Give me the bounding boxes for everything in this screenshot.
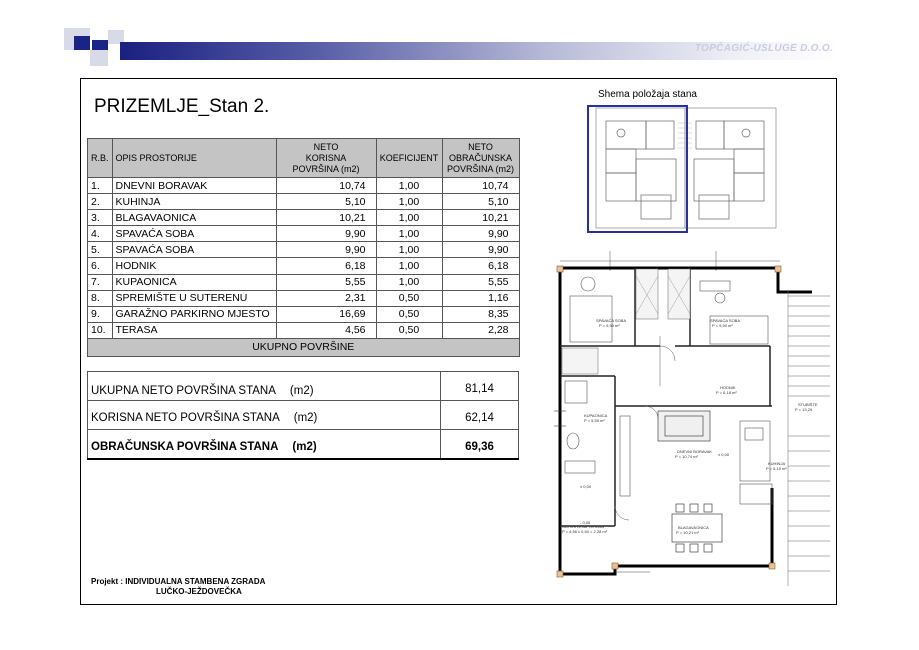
- plan-area-spavaca-2: P = 9,90 m²: [712, 323, 733, 328]
- cell-obracunska: 5,10: [442, 194, 519, 210]
- cell-room-name: KUHINJA: [112, 194, 276, 210]
- plan-label-boravak: DNEVNI BORAVAK: [677, 449, 712, 454]
- header-neto-obracunska: NETO OBRAČUNSKA POVRŠINA (m2): [442, 139, 519, 178]
- header-rb: R.B.: [88, 139, 113, 178]
- table-row: [88, 178, 520, 194]
- summary-row: [88, 372, 519, 401]
- plan-level-2: ± 0,00: [580, 484, 592, 489]
- summary-unit: (m2): [292, 440, 317, 453]
- plan-label-terasa: NATKRIVENA TERASA: [562, 524, 605, 529]
- cell-rb: 9.: [88, 306, 113, 322]
- summary-row: [88, 430, 519, 459]
- cell-koef: 1,00: [376, 178, 442, 194]
- plan-label-blagavaonica: BLAGAVAONICA: [678, 525, 709, 530]
- cell-room-name: SPAVAĆA SOBA: [112, 242, 276, 258]
- cell-room-name: SPAVAĆA SOBA: [112, 226, 276, 242]
- cell-neto: 5,55: [276, 274, 376, 290]
- cell-koef: 0,50: [376, 306, 442, 322]
- header-opis: OPIS PROSTORIJE: [112, 139, 276, 178]
- table-row: [88, 322, 520, 338]
- summary-label: KORISNA NETO POVRŠINA STANA: [91, 412, 280, 424]
- header-neto-korisna: NETO KORISNA POVRŠINA (m2): [276, 139, 376, 178]
- cell-neto: 5,10: [276, 194, 376, 210]
- selected-apartment-highlight: [588, 106, 687, 232]
- project-line-1: Projekt : INDIVIDUALNA STAMBENA ZGRADA: [91, 577, 266, 586]
- cell-neto: 16,69: [276, 306, 376, 322]
- summary-table: [87, 371, 519, 460]
- cell-neto: 6,18: [276, 258, 376, 274]
- table-row: [88, 226, 520, 242]
- cell-neto: 10,21: [276, 210, 376, 226]
- plan-area-spavaca-1: P = 9,90 m²: [599, 323, 620, 328]
- cell-obracunska: 1,16: [442, 290, 519, 306]
- cell-koef: 1,00: [376, 194, 442, 210]
- cell-rb: 7.: [88, 274, 113, 290]
- table-row: [88, 290, 520, 306]
- project-info: [91, 577, 265, 597]
- plan-area-terasa: P = 4,56 x 0,50 = 2,28 m²: [562, 529, 608, 534]
- summary-label: OBRAČUNSKA POVRŠINA STANA: [91, 440, 279, 453]
- cell-rb: 3.: [88, 210, 113, 226]
- summary-value: 81,14: [441, 372, 519, 401]
- cell-neto: 4,56: [276, 322, 376, 338]
- company-brand: TOPČAGIĆ-USLUGE D.O.O.: [694, 43, 833, 54]
- plan-label-spavaca-2: SPAVAĆA SOBA: [710, 318, 741, 323]
- table-row: [88, 210, 520, 226]
- summary-value: 69,36: [441, 430, 519, 459]
- plan-label-kupaonica: KUPAONICA: [584, 413, 608, 418]
- cell-rb: 1.: [88, 178, 113, 194]
- cell-obracunska: 8,35: [442, 306, 519, 322]
- cell-koef: 1,00: [376, 210, 442, 226]
- plan-area-hodnik: P = 6,18 m²: [716, 390, 737, 395]
- cell-room-name: DNEVNI BORAVAK: [112, 178, 276, 194]
- header-koeficijent: KOEFICIJENT: [376, 139, 442, 178]
- cell-koef: 1,00: [376, 242, 442, 258]
- table-row: [88, 194, 520, 210]
- cell-room-name: BLAGAVAONICA: [112, 210, 276, 226]
- cell-neto: 10,74: [276, 178, 376, 194]
- page-title: PRIZEMLJE_Stan 2.: [94, 96, 270, 117]
- plan-area-blagavaonica: P = 10,21 m²: [676, 530, 699, 535]
- schema-label: Shema položaja stana: [598, 89, 697, 100]
- cell-room-name: TERASA: [112, 322, 276, 338]
- plan-label-kuhinja: KUHINJA: [768, 461, 786, 466]
- table-row: [88, 258, 520, 274]
- cell-koef: 1,00: [376, 274, 442, 290]
- cell-room-name: SPREMIŠTE U SUTERENU: [112, 290, 276, 306]
- cell-rb: 2.: [88, 194, 113, 210]
- rooms-table: [87, 138, 520, 357]
- cell-neto: 2,31: [276, 290, 376, 306]
- floor-plan-drawing: [540, 236, 832, 602]
- plan-label-hodnik: HODNIK: [720, 385, 736, 390]
- summary-unit: (m2): [289, 385, 314, 397]
- cell-rb: 8.: [88, 290, 113, 306]
- plan-area-stubiste: P = 13,29: [795, 407, 813, 412]
- cell-room-name: KUPAONICA: [112, 274, 276, 290]
- cell-obracunska: 10,21: [442, 210, 519, 226]
- plan-area-boravak: P = 10,74 m²: [675, 454, 698, 459]
- summary-unit: (m2): [293, 412, 318, 424]
- cell-obracunska: 5,55: [442, 274, 519, 290]
- table-row: [88, 274, 520, 290]
- cell-room-name: HODNIK: [112, 258, 276, 274]
- cell-koef: 0,50: [376, 290, 442, 306]
- cell-rb: 4.: [88, 226, 113, 242]
- cell-obracunska: 9,90: [442, 242, 519, 258]
- cell-rb: 5.: [88, 242, 113, 258]
- total-label: UKUPNO POVRŠINE: [88, 338, 520, 356]
- cell-rb: 10.: [88, 322, 113, 338]
- table-row: [88, 242, 520, 258]
- plan-level-1: ± 0,00: [718, 452, 730, 457]
- plan-label-stubiste: STUBIŠTE: [798, 402, 818, 407]
- plan-level-3: - 0,05: [580, 520, 591, 525]
- cell-koef: 1,00: [376, 258, 442, 274]
- summary-value: 62,14: [441, 401, 519, 430]
- schema-position-drawing: [586, 103, 786, 233]
- cell-koef: 0,50: [376, 322, 442, 338]
- project-line-2: LUČKO-JEŽDOVEČKA: [156, 587, 242, 596]
- summary-row: [88, 401, 519, 430]
- cell-obracunska: 9,90: [442, 226, 519, 242]
- plan-label-spavaca-1: SPAVAĆA SOBA: [596, 318, 627, 323]
- cell-obracunska: 10,74: [442, 178, 519, 194]
- table-header-row: [88, 139, 520, 178]
- plan-area-kuhinja: P = 5,10 m²: [766, 466, 787, 471]
- summary-label: UKUPNA NETO POVRŠINA STANA: [91, 385, 276, 397]
- cell-obracunska: 2,28: [442, 322, 519, 338]
- cell-neto: 9,90: [276, 242, 376, 258]
- plan-area-kupaonica: P = 5,55 m²: [584, 418, 605, 423]
- cell-koef: 1,00: [376, 226, 442, 242]
- cell-neto: 9,90: [276, 226, 376, 242]
- table-row: [88, 306, 520, 322]
- cell-room-name: GARAŽNO PARKIRNO MJESTO: [112, 306, 276, 322]
- cell-rb: 6.: [88, 258, 113, 274]
- cell-obracunska: 6,18: [442, 258, 519, 274]
